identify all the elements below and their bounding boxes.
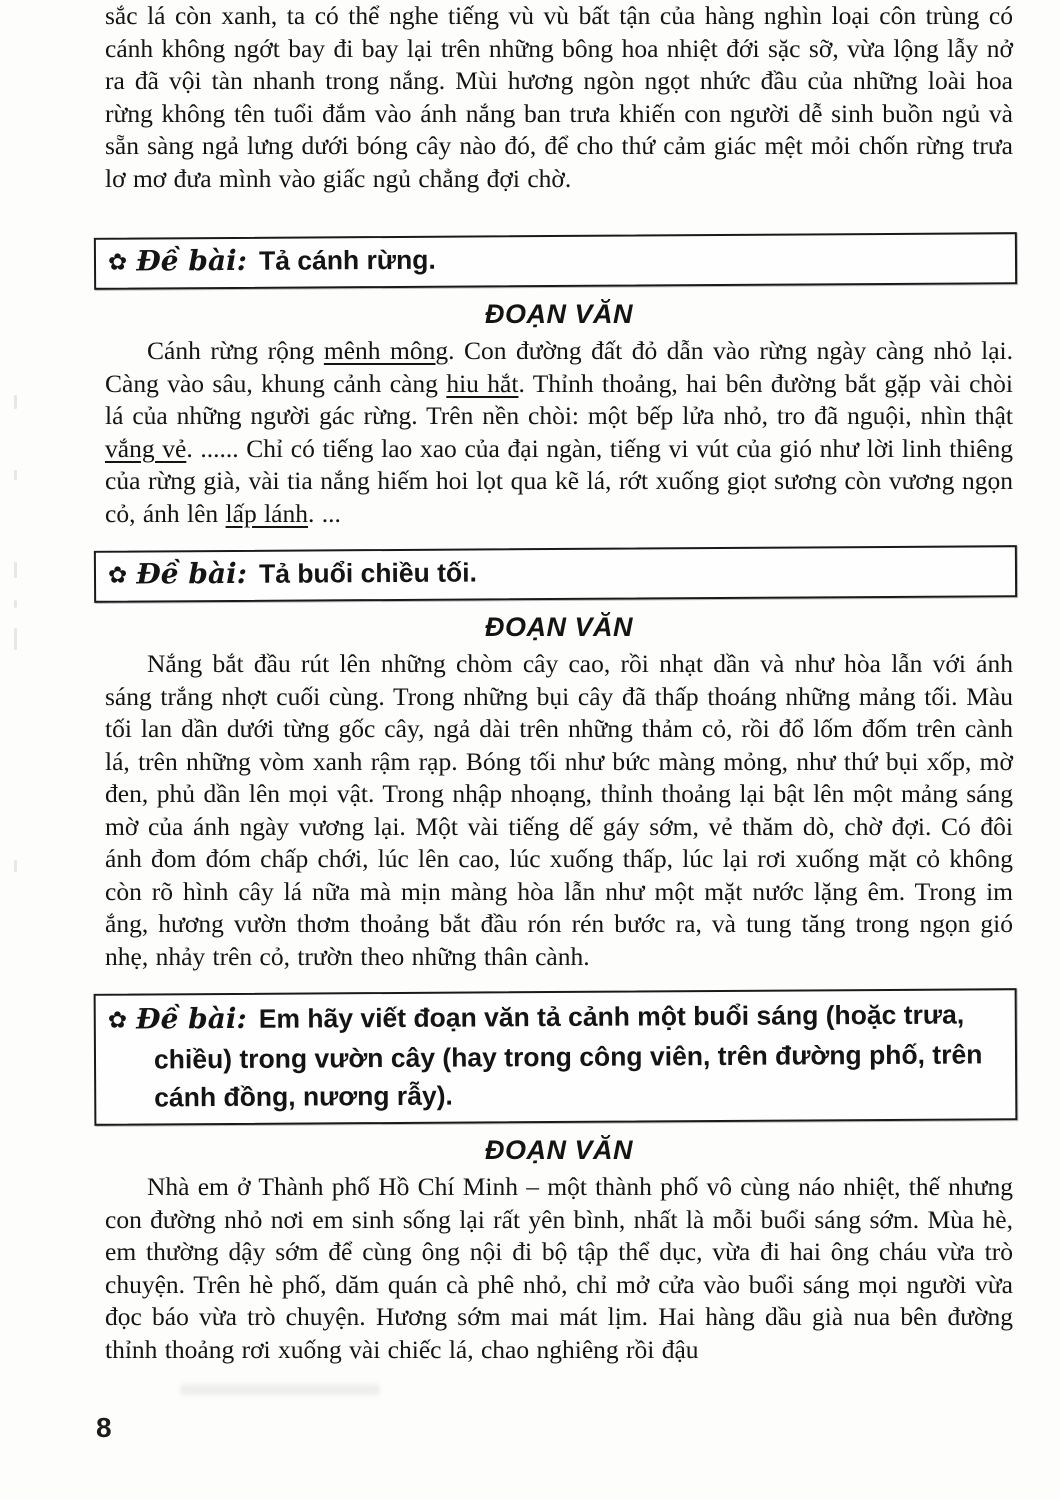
flower-icon: ✿ bbox=[107, 1007, 128, 1034]
prompt-box-1-content bbox=[108, 239, 1003, 280]
scan-artifact bbox=[14, 470, 17, 480]
section-heading-2: ĐOẠN VĂN bbox=[484, 612, 633, 642]
sample-paragraph-2: Nắng bắt đầu rút lên những chòm cây cao, rồi nhạt dần và như hòa lẫn với ánh sáng trắng nhợt cuối cùng. Trong những bụi cây đã thấp thoáng những mảng tối. Màu tối lan dần dưới từng gốc cây, ngả dài trên những thảm cỏ, rồi đổ lốm đốm trên cành lá, trên những vòm xanh rậm rạp. Bóng tối như bức màng mỏng, như thứ bụi xốp, mờ đen, phủ dần lên mọi vật. Trong nhập nhoạng, thỉnh thoảng lại bật lên một mảng sáng mờ của ánh ngày vương lại. Một vài tiếng dế gáy sớm, vẻ thăm dò, chờ đợi. Có đôi ánh đom đóm chấp chới, lúc lên cao, lúc xuống thấp, lúc lại rơi xuống mặt cỏ không còn rõ hình cây lá nữa mà mịn màng hòa lẫn như một mặt nước lặng êm. Trong im ắng, hương vườn thơm thoảng bắt đầu rón rén bước ra, và tung tăng trong ngọn gió nhẹ, nhảy trên cỏ, trườn theo những thân cành. bbox=[105, 649, 1013, 971]
prompt-label: Đề bài: bbox=[136, 243, 248, 278]
prompt-box-2 bbox=[94, 545, 1017, 603]
prompt-label: Đề bài: bbox=[136, 556, 248, 591]
section-heading-1: ĐOẠN VĂN bbox=[484, 299, 633, 329]
scan-artifact bbox=[180, 1384, 380, 1395]
page-number: 8 bbox=[96, 1412, 112, 1443]
prompt-box-3 bbox=[94, 988, 1018, 1126]
sample-paragraph-1: Cánh rừng rộng mênh mông. Con đường đất đỏ dẫn vào rừng ngày càng nhỏ lại. Càng vào sâu, khung cảnh càng hiu hắt. Thỉnh thoảng, hai bên đường bắt gặp vài chòi lá của những người gác rừng. Trên nền chòi: một bếp lửa nhỏ, tro đã nguội, nhìn thật vắng vẻ. ...... Chỉ có tiếng lao xao của đại ngàn, tiếng vi vút của gió như lời linh thiêng của rừng già, vài tia nắng hiếm hoi lọt qua kẽ lá, rớt xuống giọt sương còn vương ngọn cỏ, ánh lên lấp lánh. ... bbox=[105, 336, 1013, 528]
flower-icon: ✿ bbox=[107, 562, 128, 589]
prompt-box-2-content bbox=[108, 552, 1003, 593]
scan-artifact bbox=[14, 395, 17, 409]
scan-artifact bbox=[14, 860, 17, 872]
scan-artifact bbox=[14, 600, 17, 608]
prompt-label: Đề bài: bbox=[135, 1001, 247, 1036]
text-column bbox=[105, 0, 1013, 1366]
scan-artifact bbox=[14, 562, 17, 578]
prompt-title-3: Em hãy viết đoạn văn tả cảnh một buổi sáng (hoặc trưa, chiều) trong vườn cây (hay trong công viên, trên đường phố, trên cánh đồng, nương rẫy). bbox=[153, 999, 983, 1113]
scan-artifact bbox=[14, 628, 17, 650]
flower-icon: ✿ bbox=[107, 249, 128, 276]
prompt-title-1: Tả cánh rừng. bbox=[258, 244, 436, 276]
prompt-box-3-content bbox=[108, 995, 1004, 1116]
intro-paragraph: sắc lá còn xanh, ta có thể nghe tiếng vù vù bất tận của hàng nghìn loại côn trùng có cánh không ngớt bay đi bay lại trên những bông hoa nhiệt đới sặc sỡ, vừa lộng lẫy nở ra đã vội tàn nhanh trong nắng. Mùi hương ngòn ngọt nhức đầu của những loài hoa rừng không tên tuổi đắm vào ánh nắng ban trưa khiến con người dễ sinh buồn ngủ và sẵn sàng ngả lưng dưới bóng cây nào đó, để cho thứ cảm giác mệt mỏi chốn rừng trưa lơ mơ đưa mình vào giấc ngủ chẳng đợi chờ. bbox=[105, 1, 1013, 193]
sample-paragraph-3: Nhà em ở Thành phố Hồ Chí Minh – một thành phố vô cùng náo nhiệt, thế nhưng con đường nhỏ nơi em sinh sống lại rất yên bình, nhất là mỗi buổi sáng sớm. Mùa hè, em thường dậy sớm để cùng ông nội đi bộ tập thể dục, vừa đi hai ông cháu vừa trò chuyện. Trên hè phố, dăm quán cà phê nhỏ, chỉ mở cửa vào buổi sáng mọi người vừa đọc báo vừa trò chuyện. Hương sớm mai mát lịm. Hai hàng dầu già nua bên đường thỉnh thoảng rơi xuống vài chiếc lá, chao nghiêng rồi đậu bbox=[105, 1172, 1013, 1364]
prompt-title-2: Tả buổi chiều tối. bbox=[258, 557, 477, 589]
section-heading-3: ĐOẠN VĂN bbox=[484, 1135, 633, 1165]
prompt-box-1 bbox=[94, 232, 1017, 290]
